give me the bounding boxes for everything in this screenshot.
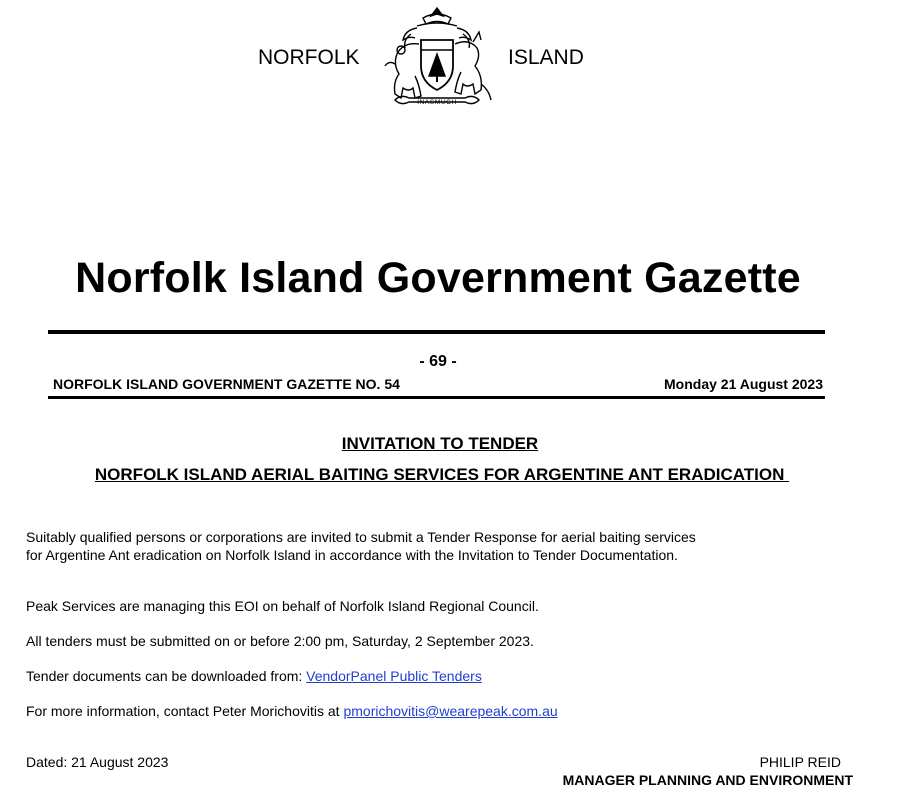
notice-paragraph-download bbox=[26, 667, 706, 685]
coat-of-arms-icon bbox=[377, 4, 497, 114]
gazette-number: NORFOLK ISLAND GOVERNMENT GAZETTE NO. 54 bbox=[53, 376, 400, 392]
signatory-name: PHILIP REID bbox=[759, 754, 841, 770]
notice-subheading: NORFOLK ISLAND AERIAL BAITING SERVICES FOR ARGENTINE ANT ERADICATION bbox=[94, 465, 790, 484]
dated-line: Dated: 21 August 2023 bbox=[26, 754, 169, 770]
gazette-date: Monday 21 August 2023 bbox=[664, 376, 823, 392]
masthead-right-word: ISLAND bbox=[508, 46, 584, 69]
download-text: Tender documents can be downloaded from: bbox=[26, 668, 307, 684]
gazette-title: Norfolk Island Government Gazette bbox=[75, 254, 801, 302]
vendorpanel-link[interactable]: VendorPanel Public Tenders bbox=[306, 668, 482, 684]
page-number: - 69 - bbox=[419, 353, 457, 370]
notice-paragraph-contact bbox=[26, 702, 706, 720]
header-divider bbox=[48, 396, 825, 399]
masthead-left-word: NORFOLK bbox=[258, 46, 360, 69]
contact-email-link[interactable]: pmorichovitis@wearepeak.com.au bbox=[343, 703, 558, 719]
crest-motto: INASMUCH bbox=[417, 99, 457, 106]
signatory-title: MANAGER PLANNING AND ENVIRONMENT bbox=[562, 772, 853, 788]
notice-paragraph-deadline: All tenders must be submitted on or before 2:00 pm, Saturday, 2 September 2023. bbox=[26, 633, 534, 649]
notice-paragraph-invitation: Suitably qualified persons or corporations are invited to submit a Tender Response for aerial baiting services for Argentine Ant eradication on Norfolk Island in accordance with the Invitation to Tender Documentation. bbox=[26, 529, 696, 563]
notice-paragraph-manager: Peak Services are managing this EOI on behalf of Norfolk Island Regional Council. bbox=[26, 598, 539, 614]
notice-heading: INVITATION TO TENDER bbox=[341, 434, 539, 453]
title-divider bbox=[48, 330, 825, 334]
contact-text: For more information, contact Peter Morichovitis at bbox=[26, 703, 344, 719]
